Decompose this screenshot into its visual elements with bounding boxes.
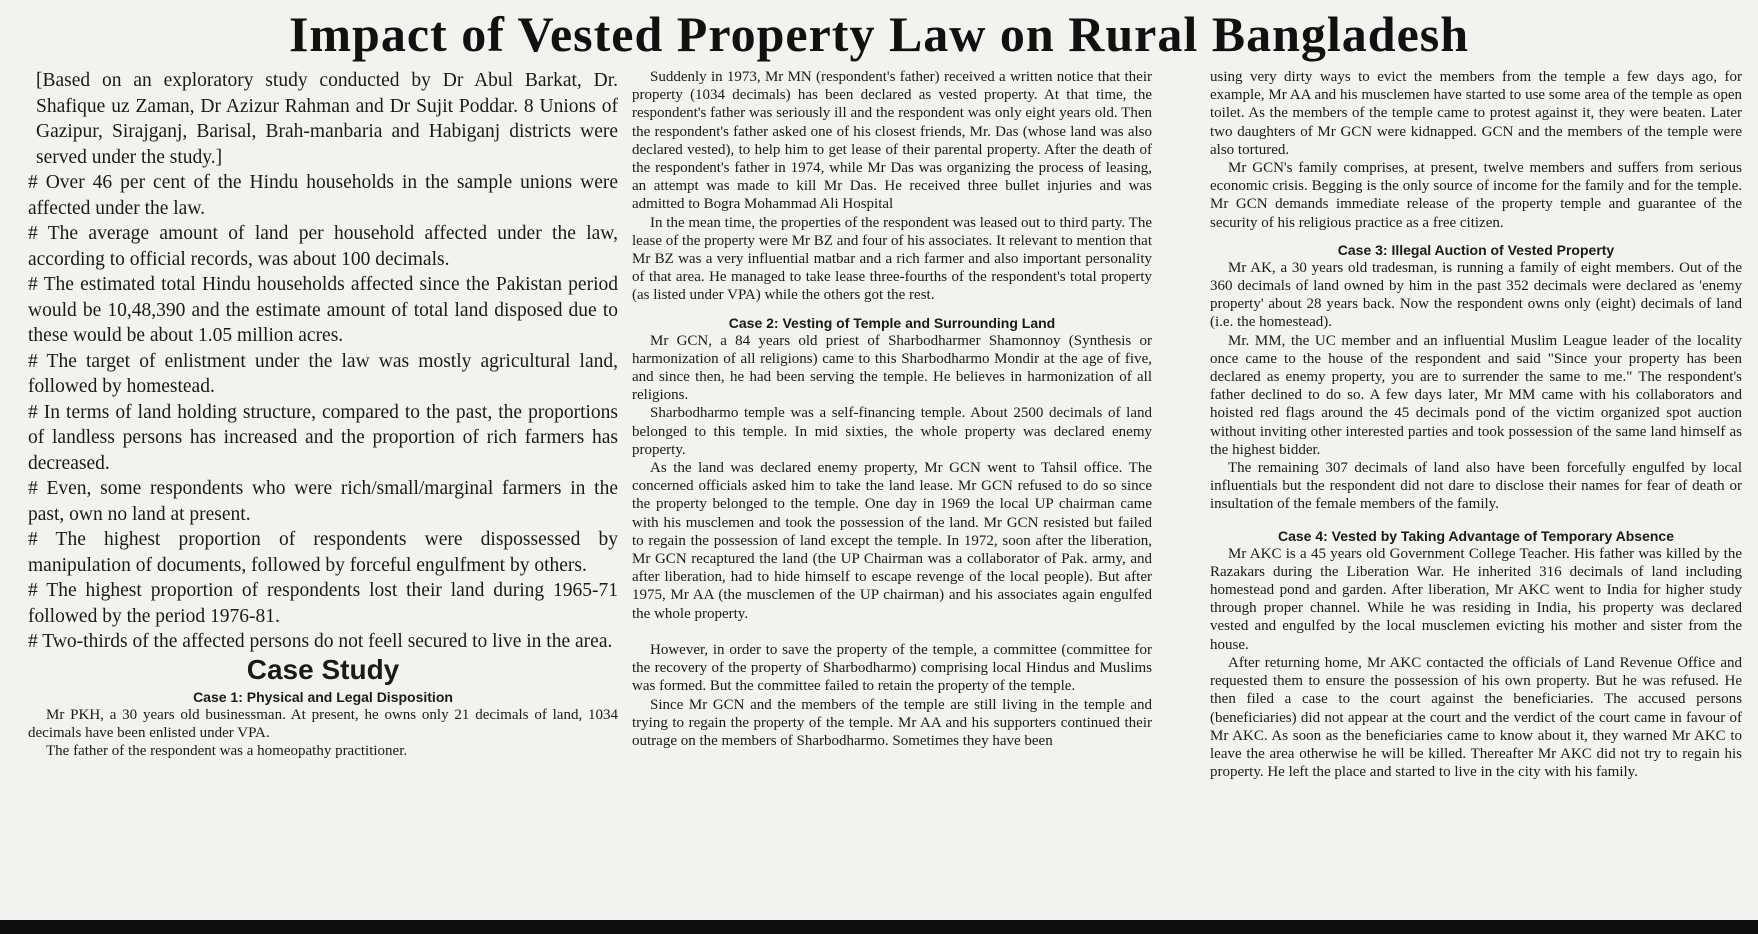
- footer-bar: [0, 920, 1758, 934]
- study-intro: [Based on an exploratory study conducted by Dr Abul Barkat, Dr. Shafique uz Zaman, Dr Azizur Rahman and Dr Sujit Poddar. 8 Unions of Gazipur, Sirajganj, Barisal, Brah-manbaria and Habiganj districts were served under the study.]: [36, 70, 618, 168]
- case1-paragraph: Mr PKH, a 30 years old businessman. At present, he owns only 21 decimals of land, 1034 decimals have been enlisted under VPA.: [28, 706, 618, 741]
- finding-point: # Two-thirds of the affected persons do not feell secured to live in the area.: [28, 631, 613, 652]
- column-middle: [632, 68, 1152, 918]
- headline: Impact of Vested Property Law on Rural Bangladesh: [288, 6, 1470, 62]
- finding-point: # The highest proportion of respondents lost their land during 1965-71 followed by the period 1976-81.: [28, 580, 618, 627]
- case3-paragraph: The remaining 307 decimals of land also have been forcefully engulfed by local influentials but the respondent did not dare to disclose their names for fear of death or insultation of the female members of the family.: [1210, 460, 1742, 513]
- case1-paragraph: In the mean time, the properties of the respondent was leased out to third party. The lease of the property were Mr BZ and four of his associates. It relevant to mention that Mr BZ was a very influential matbar and a rich farmer and also important personality of that area. He managed to take lease three-fourths of the respondent's total property (as listed under VPA) while the others got the rest.: [632, 214, 1152, 304]
- case3-paragraph: Mr AK, a 30 years old tradesman, is running a family of eight members. Out of the 360 decimals of land owned by him in the past 352 decimals were declared as 'enemy property' about 28 years back. Now the respondent owns only (eight) decimals of land (i.e. the homestead).: [1210, 259, 1742, 331]
- case1-paragraph: The father of the respondent was a homeopathy practitioner.: [46, 742, 408, 759]
- column-right: [1210, 68, 1742, 918]
- case3-paragraph: Mr. MM, the UC member and an influential Muslim League leader of the locality once came to the house of the respondent and said "Since your property has been declared as enemy property, you are to surrender the same to me." The respondent's father declined to do so. A few days later, Mr MM came with his collaborators and hoisted red flags around the 45 decimals pond of the victim organized spot auction without inviting other interested parties and took possession of the same land himself as the highest bidder.: [1210, 332, 1742, 458]
- case3-title: Case 3: Illegal Auction of Vested Property: [1337, 241, 1615, 258]
- case1-title: Case 1: Physical and Legal Disposition: [193, 688, 453, 705]
- finding-point: # The target of enlistment under the law was mostly agricultural land, followed by homestead.: [28, 350, 618, 397]
- case-study-title: Case Study: [246, 653, 400, 685]
- case2-paragraph: Since Mr GCN and the members of the temple are still living in the temple and trying to regain the property of the temple. Mr AA and his supporters continued their outrage on the members of Sharbodharmo. Sometimes they have been: [632, 696, 1152, 749]
- case2-paragraph: As the land was declared enemy property, Mr GCN went to Tahsil office. The concerned officials asked him to take the land lease. Mr GCN refused to do so since the property belonged to the temple. One day in 1969 the local UP chairman came with his musclemen and took the possession of the land. Mr GCN resisted but failed to regain the possession of land except the temple. In 1972, soon after the liberation, Mr GCN recaptured the land (the UP Chairman was a collaborator of Pak. army, and after liberation, had to hide himself to escape revenge of the local people). But after 1975, Mr AA (the musclemen of the UP chairman) and his associates again engulfed the whole property.: [632, 460, 1152, 622]
- column-summary: [28, 68, 618, 918]
- case2-title: Case 2: Vesting of Temple and Surrounding Land: [728, 314, 1056, 331]
- case4-paragraph: Mr AKC is a 45 years old Government College Teacher. His father was killed by the Razakars during the Liberation War. He inherited 316 decimals of land including homestead pond and garden. After liberation, Mr AKC went to India for higher study through proper channel. While he was residing in India, his property was declared vested and engulfed by the local musclemen evicting his mother and sister from the house.: [1210, 545, 1742, 653]
- case4-paragraph: After returning home, Mr AKC contacted the officials of Land Revenue Office and requested them to ensure the possession of his own property. But he was refused. He then filed a case to the court against the beneficiaries. The accused persons (beneficiaries) did not appear at the court and the verdict of the court came in favour of Mr AKC. As soon as the beneficiaries came to know about it, they warned Mr AKC to leave the area otherwise he will be killed. Thereafter Mr AKC did not try to regain his property. He left the place and started to live in the city with his family.: [1210, 654, 1742, 781]
- case2-paragraph: However, in order to save the property of the temple, a committee (committee for the recovery of the property of Sharbodharmo) comprising local Hindus and Muslims was formed. But the committee failed to retain the property of the temple.: [632, 641, 1152, 695]
- finding-point: # The average amount of land per household affected under the law, according to official records, was about 100 decimals.: [28, 223, 618, 270]
- finding-point: # The highest proportion of respondents were dispossessed by manipulation of documents, followed by forceful engulfment by others.: [28, 529, 618, 576]
- finding-point: # The estimated total Hindu households affected since the Pakistan period would be 10,48,390 and the estimate amount of total land disposed due to these would be about 1.05 million acres.: [28, 274, 618, 346]
- case2-paragraph: Sharbodharmo temple was a self-financing temple. About 2500 decimals of land belonged to this temple. In mid sixties, the whole property was declared enemy property.: [632, 405, 1152, 458]
- case2-paragraph: using very dirty ways to evict the members from the temple a few days ago, for example, Mr AA and his musclemen have started to use some area of the temple as open toilet. As the members of the temple came to protest against it, they were beaten. Later two daughters of Mr GCN were kidnapped. GCN and the members of the temple were also tortured.: [1210, 69, 1742, 158]
- finding-point: # Over 46 per cent of the Hindu households in the sample unions were affected under the law.: [28, 172, 618, 219]
- case2-paragraph: Mr GCN's family comprises, at present, twelve members and suffers from serious economic crisis. Begging is the only source of income for the family and for the temple. Mr GCN demands immediate release of the property temple and guarantee of the security of his religious practice as a free citizen.: [1210, 160, 1742, 231]
- case1-paragraph: Suddenly in 1973, Mr MN (respondent's father) received a written notice that their property (1034 decimals) has been declared as vested property. At that time, the respondent's father was seriously ill and the respondent was only eight years old. Then the respondent's father asked one of his closest friends, Mr. Das (whose land was also declared vested), to help him to get lease of their parental property. After the death of the respondent's father in 1974, while Mr Das was organizing the process of leasing, an attempt was made to kill Mr Das. He received three bullet injuries and was admitted to Bogra Mohammad Ali Hospital: [632, 69, 1152, 213]
- finding-point: # Even, some respondents who were rich/small/marginal farmers in the past, own no land at present.: [28, 478, 618, 525]
- case4-title: Case 4: Vested by Taking Advantage of Temporary Absence: [1277, 527, 1674, 544]
- case2-paragraph: Mr GCN, a 84 years old priest of Sharbodharmer Shamonnoy (Synthesis or harmonization of all religions) came to this Sharbodharmo Mondir at the age of five, and since then, he had been serving the temple. He believes in harmonization of all religions.: [632, 332, 1152, 404]
- finding-point: # In terms of land holding structure, compared to the past, the proportions of landless persons has increased and the proportion of rich farmers has decreased.: [28, 401, 618, 474]
